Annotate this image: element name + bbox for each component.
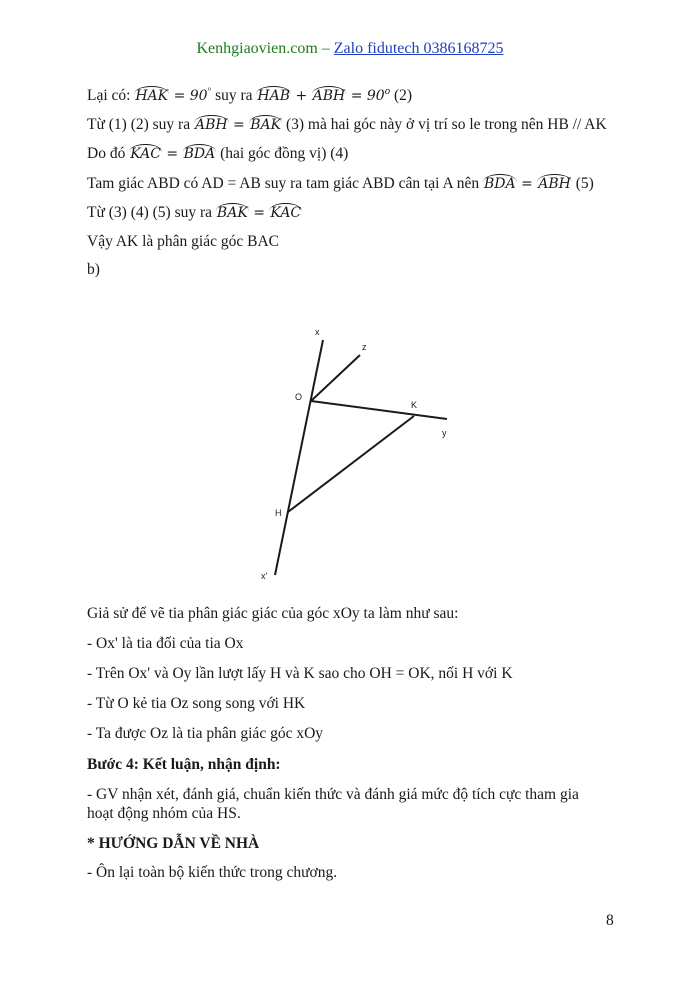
angle: ABH bbox=[538, 176, 571, 192]
text: (hai góc đồng vị) (4) bbox=[216, 145, 349, 162]
text: Do đó bbox=[87, 145, 130, 162]
construction-step-4: - Ta được Oz là tia phân giác góc xOy bbox=[87, 725, 324, 742]
angle: KAC bbox=[270, 205, 302, 221]
math: = 90 bbox=[169, 88, 208, 105]
text: Từ (3) (4) (5) suy ra bbox=[87, 204, 216, 221]
angle: HAB bbox=[257, 88, 290, 105]
step4-body-line-1: - GV nhận xét, đánh giá, chuẩn kiến thức và đánh giá mức độ tích cực tham gia bbox=[87, 786, 579, 803]
homework-item: - Ôn lại toàn bộ kiến thức trong chương. bbox=[87, 864, 338, 881]
segment-hk bbox=[288, 416, 414, 512]
math: = 90 bbox=[346, 88, 385, 105]
label-z: z bbox=[362, 342, 367, 352]
header-separator: – bbox=[317, 40, 334, 57]
text: Từ (1) (2) suy ra bbox=[87, 116, 194, 133]
math: = bbox=[228, 117, 250, 133]
label-x-prime: x' bbox=[261, 571, 268, 581]
math: = bbox=[161, 146, 183, 162]
angle: ABH bbox=[312, 88, 346, 105]
text: suy ra bbox=[211, 87, 257, 105]
angle: BDA bbox=[483, 176, 516, 192]
page-number: 8 bbox=[606, 912, 614, 929]
text: (3) mà hai góc này ở vị trí so le trong nên HB // AK bbox=[282, 116, 607, 133]
label-x: x bbox=[315, 327, 320, 337]
site-name: Kenhgiaovien.com bbox=[196, 40, 318, 57]
degree-sign: o bbox=[384, 87, 391, 97]
construction-intro: Giả sử để vẽ tia phân giác giác của góc xOy ta làm như sau: bbox=[87, 605, 459, 622]
construction-step-2: - Trên Ox' và Oy lần lượt lấy H và K sao cho OH = OK, nối H với K bbox=[87, 665, 513, 682]
math: + bbox=[291, 88, 312, 105]
line-x-xprime bbox=[275, 340, 323, 575]
degree-sign: ° bbox=[207, 86, 212, 96]
angle: BDA bbox=[183, 146, 216, 162]
label-k: K bbox=[411, 400, 418, 410]
label-h: H bbox=[275, 508, 282, 518]
proof-conclusion: Vậy AK là phân giác góc BAC bbox=[87, 233, 279, 250]
angle: BAK bbox=[250, 117, 282, 133]
homework-heading: * HƯỚNG DẪN VỀ NHÀ bbox=[87, 835, 260, 852]
construction-step-3: - Từ O kẻ tia Oz song song với HK bbox=[87, 695, 306, 712]
angle: HAK bbox=[135, 88, 169, 105]
math: = bbox=[248, 205, 270, 221]
label-o: O bbox=[295, 392, 303, 402]
step4-body-line-2: hoạt động nhóm của HS. bbox=[87, 805, 241, 822]
text: (5) bbox=[571, 175, 594, 192]
text: Tam giác ABD có AD = AB suy ra tam giác ABD cân tại A nên bbox=[87, 175, 483, 192]
ray-oy bbox=[311, 401, 447, 419]
angle: BAK bbox=[216, 205, 248, 221]
math: = bbox=[516, 176, 538, 192]
text: Lại có: bbox=[87, 87, 135, 105]
angle: ABH bbox=[194, 117, 228, 133]
text: (2) bbox=[390, 87, 413, 105]
contact-link[interactable]: Zalo fidutech 0386168725 bbox=[333, 40, 504, 57]
part-b-label: b) bbox=[87, 261, 100, 278]
label-y: y bbox=[442, 428, 447, 438]
construction-step-1: - Ox' là tia đối của tia Ox bbox=[87, 635, 244, 652]
angle: KAC bbox=[130, 146, 161, 162]
step4-heading: Bước 4: Kết luận, nhận định: bbox=[87, 756, 281, 773]
